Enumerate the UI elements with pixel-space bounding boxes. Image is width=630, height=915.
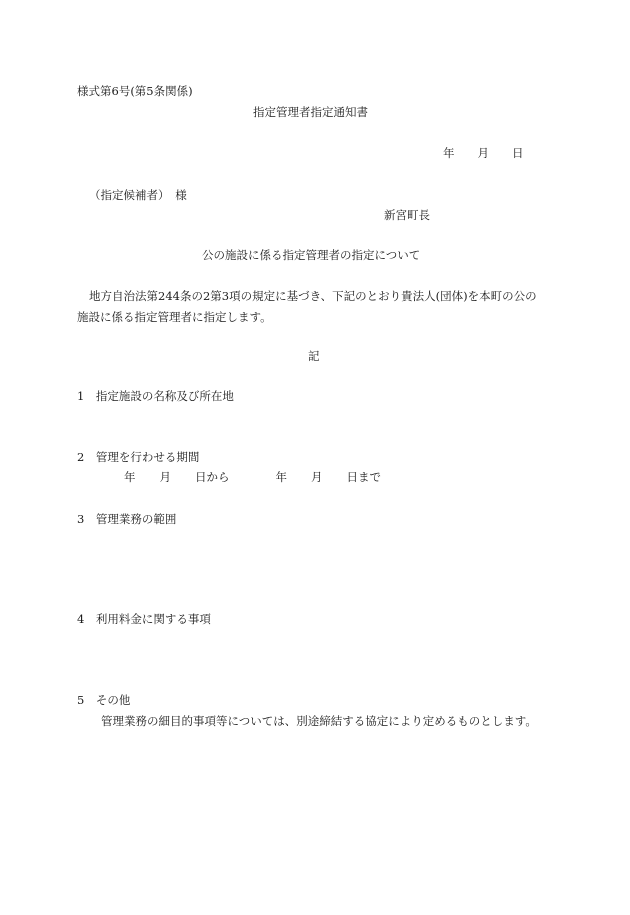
period-from-month: 月	[159, 470, 171, 484]
date-year: 年	[443, 146, 455, 160]
period-to-day: 日まで	[346, 470, 381, 484]
period-from-year: 年	[124, 470, 136, 484]
date-day: 日	[512, 146, 524, 160]
item-5-heading: 5 その他	[77, 693, 131, 707]
item-1-heading: 1 指定施設の名称及び所在地	[77, 389, 234, 403]
sender: 新宮町長	[384, 208, 430, 222]
subject: 公の施設に係る指定管理者の指定について	[202, 248, 421, 262]
body-line-1: 地方自治法第244条の2第3項の規定に基づき、下記のとおり貴法人(団体)を本町の公の	[89, 289, 537, 303]
body-line-2: 施設に係る指定管理者に指定します。	[77, 310, 272, 324]
period-to-month: 月	[311, 470, 323, 484]
item-4-heading: 4 利用料金に関する事項	[77, 612, 211, 626]
document-title: 指定管理者指定通知書	[253, 105, 368, 119]
other-text: 管理業務の細目的事項等については、別途締結する協定により定めるものとします。	[101, 714, 537, 728]
period-to-year: 年	[275, 470, 287, 484]
period-from-day: 日から	[195, 470, 230, 484]
recipient: （指定候補者） 様	[89, 188, 187, 202]
date-line	[443, 148, 524, 160]
item-3-heading: 3 管理業務の範囲	[77, 512, 177, 526]
period-line	[124, 472, 381, 484]
ki-marker: 記	[308, 349, 320, 363]
form-number: 様式第6号(第5条関係)	[77, 84, 193, 98]
date-month: 月	[477, 146, 489, 160]
item-2-heading: 2 管理を行わせる期間	[77, 450, 200, 464]
